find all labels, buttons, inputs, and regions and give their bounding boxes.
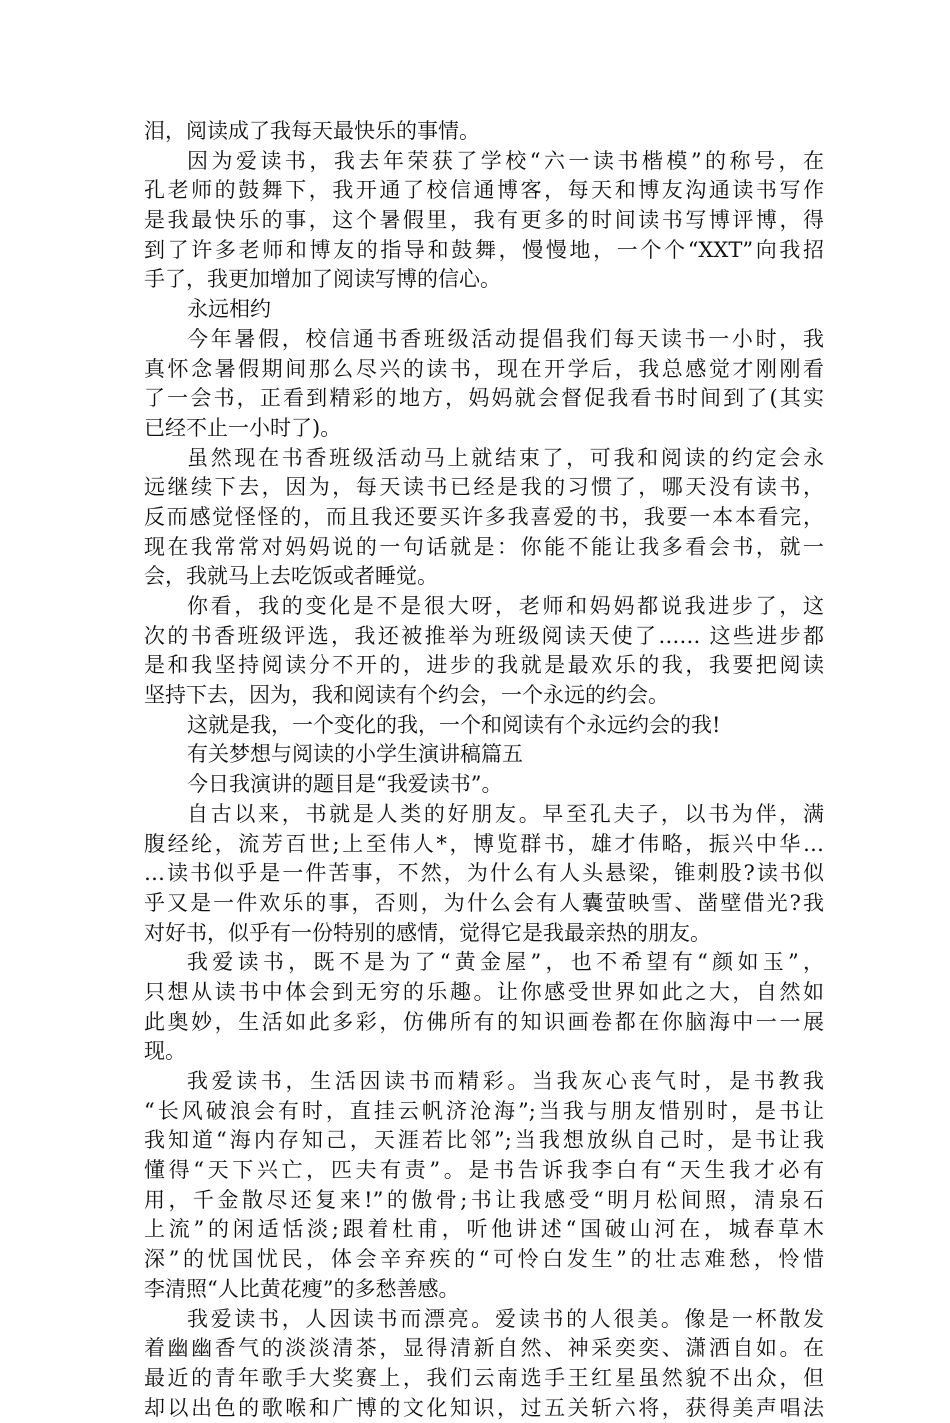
text-line: 我爱读书，人因读书而漂亮。爱读书的人很美。像是一杯散发 [187,1306,824,1331]
text-line: 今日我演讲的题目是“我爱读书”。 [187,772,503,797]
text-line: 只想从读书中体会到无穷的乐趣。让你感受世界如此之大，自然如 [144,979,824,1004]
text-line: 这就是我，一个变化的我，一个和阅读有个永远约会的我! [187,712,721,737]
text-line: 反而感觉怪怪的，而且我还要买许多我喜爱的书，我要一本本看完， [144,504,824,529]
text-line: 因为爱读书，我去年荣获了学校“六一读书楷模”的称号，在 [187,148,824,173]
text-line: 是和我坚持阅读分不开的，进步的我就是最欢乐的我，我要把阅读 [144,653,824,678]
text-line: 永远相约 [187,297,271,322]
text-line: 会，我就马上去吃饭或者睡觉。 [144,564,438,589]
text-line: 手了，我更加增加了阅读写博的信心。 [144,267,501,292]
text-line: 到了许多老师和博友的指导和鼓舞，慢慢地，一个个“XXT”向我招 [144,237,824,262]
text-line: 腹经纶，流芳百世;上至伟人*，博览群书，雄才伟略，振兴中华… [144,831,824,856]
text-line: 着幽幽香气的淡淡清茶，显得清新自然、神采奕奕、潇洒自如。在 [144,1336,824,1361]
text-line: 今年暑假，校信通书香班级活动提倡我们每天读书一小时，我 [187,326,824,351]
text-line: 上流”的闲适恬淡;跟着杜甫，听他讲述“国破山河在，城春草木 [144,1217,824,1242]
text-line: 是我最快乐的事，这个暑假里，我有更多的时间读书写博评博，得 [144,208,824,233]
text-line: 泪，阅读成了我每天最快乐的事情。 [144,119,480,143]
text-line: 现在我常常对妈妈说的一句话就是：你能不能让我多看会书，就一 [144,534,824,559]
text-line: 了一会书，正看到精彩的地方，妈妈就会督促我看书时间到了(其实 [144,386,824,411]
text-line: 远继续下去，因为，每天读书已经是我的习惯了，哪天没有读书， [144,475,824,500]
text-line: 自古以来，书就是人类的好朋友。早至孔夫子，以书为伴，满 [187,801,824,826]
text-line: 次的书香班级评选，我还被推举为班级阅读天使了…… 这些进步都 [144,623,824,648]
text-line: 李清照“人比黄花瘦”的多愁善感。 [144,1276,460,1301]
text-line: 最近的青年歌手大奖赛上，我们云南选手王红星虽然貌不出众，但 [144,1365,824,1390]
text-line: 已经不止一小时了)。 [144,415,342,440]
text-line: 我知道“海内存知己，天涯若比邻”;当我想放纵自己时，是书让我 [144,1128,824,1153]
text-line: 我爱读书，生活因读书而精彩。当我灰心丧气时，是书教我 [187,1069,824,1093]
text-line: 有关梦想与阅读的小学生演讲稿篇五 [187,742,523,767]
text-line: 对好书，似乎有一份特别的感情，觉得它是我最亲热的朋友。 [144,920,711,945]
text-line: 却以出色的歌喉和广博的文化知识，过五关斩六将，获得美声唱法 [144,1395,824,1420]
document-body [144,117,824,1423]
text-line: 真怀念暑假期间那么尽兴的读书，现在开学后，我总感觉才刚刚看 [144,356,824,381]
text-line: 深”的忧国忧民，体会辛弃疾的“可怜白发生”的壮志难愁，怜惜 [144,1247,824,1272]
text-line: 用，千金散尽还复来!”的傲骨;书让我感受“明月松间照，清泉石 [144,1187,824,1212]
text-line: 现。 [144,1039,186,1064]
text-line: 乎又是一件欢乐的事，否则，为什么会有人囊萤映雪、凿壁借光?我 [144,890,824,915]
text-line: 懂得“天下兴亡，匹夫有责”。是书告诉我李白有“天生我才必有 [144,1158,824,1183]
text-line: 坚持下去，因为，我和阅读有个约会，一个永远的约会。 [144,683,669,708]
text-line: 孔老师的鼓舞下，我开通了校信通博客，每天和博友沟通读书写作 [144,178,824,203]
text-line: “长风破浪会有时，直挂云帆济沧海”;当我与朋友惜别时，是书让 [144,1098,824,1123]
text-line: …读书似乎是一件苦事，不然，为什么有人头悬梁，锥刺股?读书似 [144,861,824,886]
text-line: 虽然现在书香班级活动马上就结束了，可我和阅读的约定会永 [187,445,824,470]
text-line: 你看，我的变化是不是很大呀，老师和妈妈都说我进步了，这 [187,594,824,618]
text-line: 我爱读书，既不是为了“黄金屋”，也不希望有“颜如玉”， [187,950,824,975]
text-line: 此奥妙，生活如此多彩，仿佛所有的知识画卷都在你脑海中一一展 [144,1009,824,1034]
